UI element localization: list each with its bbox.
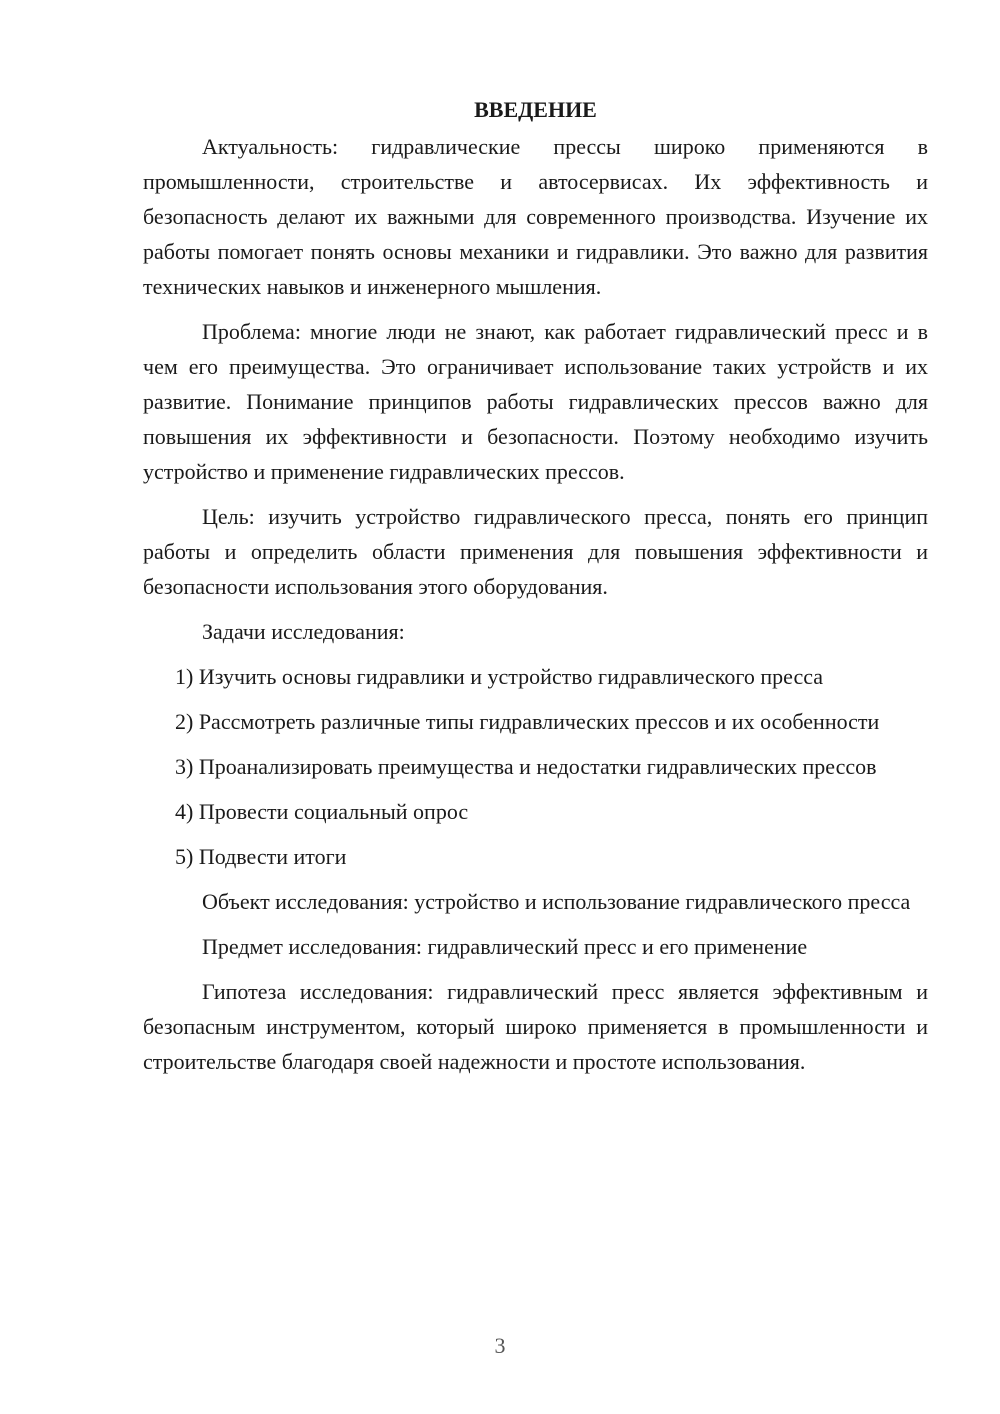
document-body [143, 92, 928, 1089]
page-number: 3 [494, 1333, 506, 1358]
page-title: ВВЕДЕНИЕ [474, 97, 597, 122]
paragraph-hypothesis: Гипотеза исследования: гидравлический пресс является эффективным и безопасным инструментом, который широко применяется в промышленности и строительстве благодаря своей надежности и простоте использования. [143, 979, 928, 1074]
task-item-5: 5) Подвести итоги [175, 844, 347, 869]
task-item-4: 4) Провести социальный опрос [175, 799, 469, 824]
task-item-1: 1) Изучить основы гидравлики и устройство гидравлического пресса [175, 664, 824, 689]
task-item-2: 2) Рассмотреть различные типы гидравлических прессов и их особенности [175, 709, 880, 734]
task-list [143, 659, 928, 874]
task-item-3: 3) Проанализировать преимущества и недостатки гидравлических прессов [175, 754, 877, 779]
paragraph-object: Объект исследования: устройство и использование гидравлического пресса [202, 889, 911, 914]
paragraph-subject: Предмет исследования: гидравлический пресс и его применение [202, 934, 808, 959]
paragraph-relevance: Актуальность: гидравлические прессы широко применяются в промышленности, строительстве и автосервисах. Их эффективность и безопасность делают их важными для современного производства. Изучение их работы помогает понять основы механики и гидравлики. Это важно для развития технических навыков и инженерного мышления. [143, 134, 928, 299]
paragraph-goal: Цель: изучить устройство гидравлического пресса, понять его принцип работы и определить области применения для повышения эффективности и безопасности использования этого оборудования. [143, 504, 928, 599]
paragraph-tasks-heading: Задачи исследования: [202, 619, 405, 644]
paragraph-problem: Проблема: многие люди не знают, как работает гидравлический пресс и в чем его преимущества. Это ограничивает использование таких устройств и их развитие. Понимание принципов работы гидравлических прессов важно для повышения их эффективности и безопасности. Поэтому необходимо изучить устройство и применение гидравлических прессов. [143, 319, 928, 484]
